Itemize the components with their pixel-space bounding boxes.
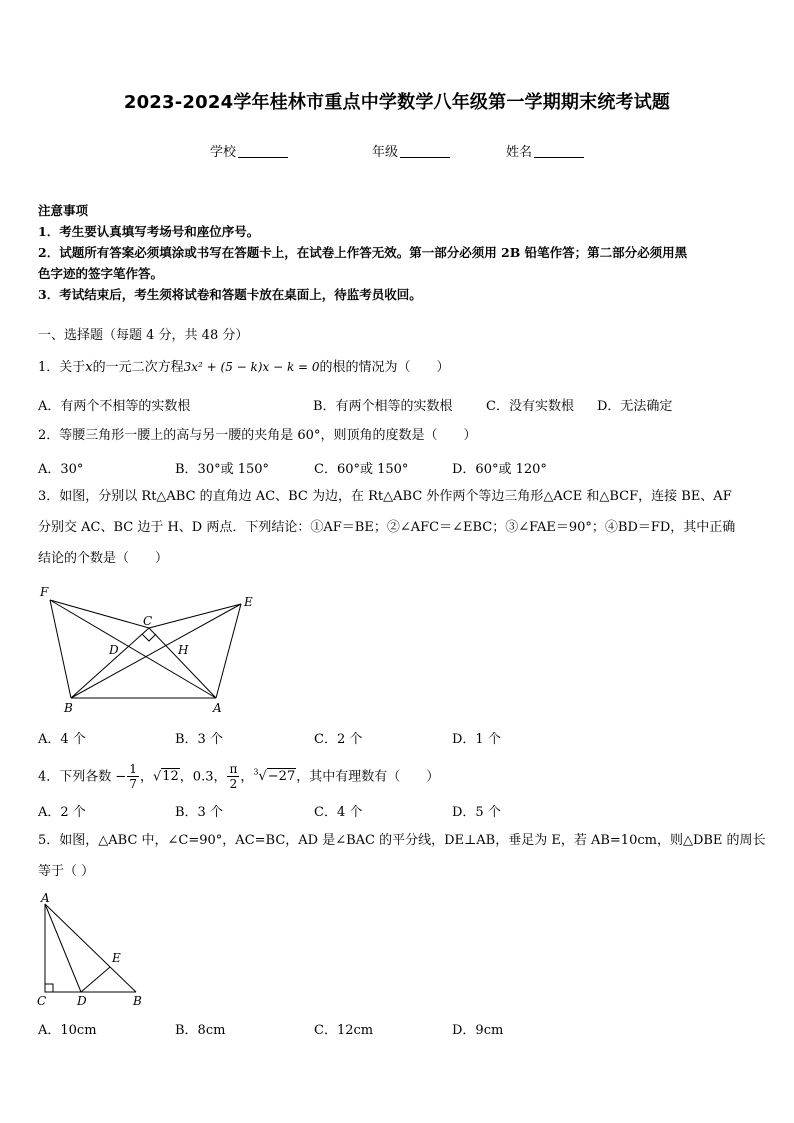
q1-prefix: 1．关于 — [38, 360, 86, 375]
figure-line-fb — [50, 600, 71, 698]
notes-heading: 注意事项 — [38, 203, 89, 218]
grade-field[interactable] — [372, 141, 450, 160]
q1-variable: x — [85, 360, 93, 375]
q3-figure — [36, 580, 266, 715]
q3-line: 分别交 AC、BC 边于 H、D 两点．下列结论：①AF＝BE；②∠AFC＝∠EBC；③∠FAE＝90°；④BD＝FD，其中正确 — [38, 520, 736, 535]
notes-section — [38, 200, 687, 305]
right-angle-mark — [142, 634, 156, 641]
school-blank[interactable] — [238, 144, 288, 158]
school-field[interactable] — [210, 141, 288, 160]
label-b: B — [64, 701, 73, 715]
name-blank[interactable] — [534, 144, 584, 158]
q2-option-c[interactable]: C．60°或 150° — [314, 462, 409, 477]
label-e: E — [112, 951, 121, 965]
q2-option-d[interactable]: D．60°或 120° — [452, 462, 547, 477]
school-label: 学校 — [210, 145, 237, 160]
notes-item: 1．考生要认真填写考场号和座位序号。 — [38, 224, 260, 239]
notes-item: 色字迹的签字笔作答。 — [38, 266, 164, 281]
q2-option-b[interactable]: B．30°或 150° — [175, 462, 270, 477]
cube-root-minus-27: $^3$√−27 — [253, 768, 296, 785]
q3-option-a[interactable]: A．4 个 — [38, 732, 86, 747]
q4-option-d[interactable]: D．5 个 — [452, 805, 501, 820]
figure-line-de — [81, 967, 110, 992]
q4-suffix: ，其中有理数有（ ） — [296, 769, 440, 785]
label-a: A — [213, 701, 222, 715]
q2-option-a[interactable]: A．30° — [38, 462, 84, 477]
fraction-minus-one-seventh: $\frac{1}{7}$ — [129, 762, 137, 792]
q1-option-b[interactable]: B．有两个相等的实数根 — [313, 399, 453, 414]
q3-line: 结论的个数是（ ） — [38, 551, 169, 566]
q5-option-d[interactable]: D．9cm — [452, 1023, 504, 1038]
figure-line-ea — [216, 604, 241, 698]
page-title: 2023-2024学年桂林市重点中学数学八年级第一学期期末统考试题 — [123, 92, 671, 113]
q1-suffix: 的根的情况为（ ） — [319, 360, 450, 375]
label-d: D — [77, 994, 87, 1008]
q1-equation: 3x² + (5 − k)x − k = 0 — [183, 360, 320, 374]
name-field[interactable] — [506, 141, 584, 160]
name-label: 姓名 — [506, 145, 533, 160]
q3-option-d[interactable]: D．1 个 — [452, 732, 501, 747]
q5-line: 5．如图，△ABC 中，∠C=90°，AC=BC，AD 是∠BAC 的平分线，DE⊥AB，垂足为 E，若 AB=10cm，则△DBE 的周长 — [38, 833, 766, 848]
q3-option-c[interactable]: C．2 个 — [314, 732, 363, 747]
grade-blank[interactable] — [400, 144, 450, 158]
figure-line-cb — [71, 628, 149, 698]
label-b: B — [133, 994, 142, 1008]
grade-label: 年级 — [372, 145, 399, 160]
question-5 — [38, 825, 766, 887]
label-c: C — [37, 994, 47, 1008]
question-1 — [38, 352, 450, 383]
question-3 — [38, 481, 735, 574]
q1-option-d[interactable]: D．无法确定 — [597, 399, 673, 414]
figure-line-ab — [45, 904, 136, 992]
notes-item: 3．考试结束后，考生须将试卷和答题卡放在桌面上，待监考员收回。 — [38, 287, 422, 302]
right-angle-mark — [45, 984, 53, 992]
q5-option-b[interactable]: B．8cm — [175, 1023, 226, 1038]
q5-line: 等于（ ） — [38, 864, 95, 879]
notes-item: 2．试题所有答案必须填涂或书写在答题卡上，在试卷上作答无效。第一部分必须用 2B 铅笔作答；第二部分必须用黑 — [38, 245, 688, 260]
label-e: E — [244, 595, 253, 609]
q5-option-c[interactable]: C．12cm — [314, 1023, 374, 1038]
q3-option-b[interactable]: B．3 个 — [175, 732, 223, 747]
figure-line-fc — [50, 600, 149, 628]
q5-option-a[interactable]: A．10cm — [38, 1023, 97, 1038]
label-f: F — [40, 585, 49, 599]
figure-line-fa — [50, 600, 216, 698]
q4-prefix: 4．下列各数 − — [38, 769, 127, 785]
question-4: 4．下列各数 − $\frac{1}{7}$ ，√12，0.3， $\frac{\pi}{2}$ ，$^3$√−27，其中有理数有（ ） — [38, 762, 440, 792]
label-c: C — [143, 614, 153, 628]
q4-option-b[interactable]: B．3 个 — [175, 805, 223, 820]
q4-option-a[interactable]: A．2 个 — [38, 805, 86, 820]
q3-line: 3．如图，分别以 Rt△ABC 的直角边 AC、BC 为边，在 Rt△ABC 外作两个等边三角形△ACE 和△BCF，连接 BE、AF — [38, 489, 732, 504]
figure-line-ad — [45, 904, 81, 992]
q4-option-c[interactable]: C．4 个 — [314, 805, 363, 820]
q1-mid: 的一元二次方程 — [92, 360, 184, 375]
q1-option-c[interactable]: C．没有实数根 — [486, 399, 574, 414]
question-2: 2．等腰三角形一腰上的高与另一腰的夹角是 60°，则顶角的度数是（ ） — [38, 428, 477, 443]
label-h: H — [178, 643, 189, 657]
section-heading: 一、选择题（每题 4 分，共 48 分） — [38, 328, 249, 343]
label-d: D — [109, 643, 119, 657]
figure-line-eb — [71, 604, 241, 698]
figure-line-ca — [149, 628, 216, 698]
sqrt-12: √12 — [152, 769, 179, 785]
figure-line-ce — [149, 604, 241, 628]
label-a: A — [41, 891, 50, 905]
fraction-pi-half: $\frac{\pi}{2}$ — [229, 762, 238, 792]
q1-option-a[interactable]: A．有两个不相等的实数根 — [38, 399, 191, 414]
q5-figure — [34, 890, 154, 1010]
